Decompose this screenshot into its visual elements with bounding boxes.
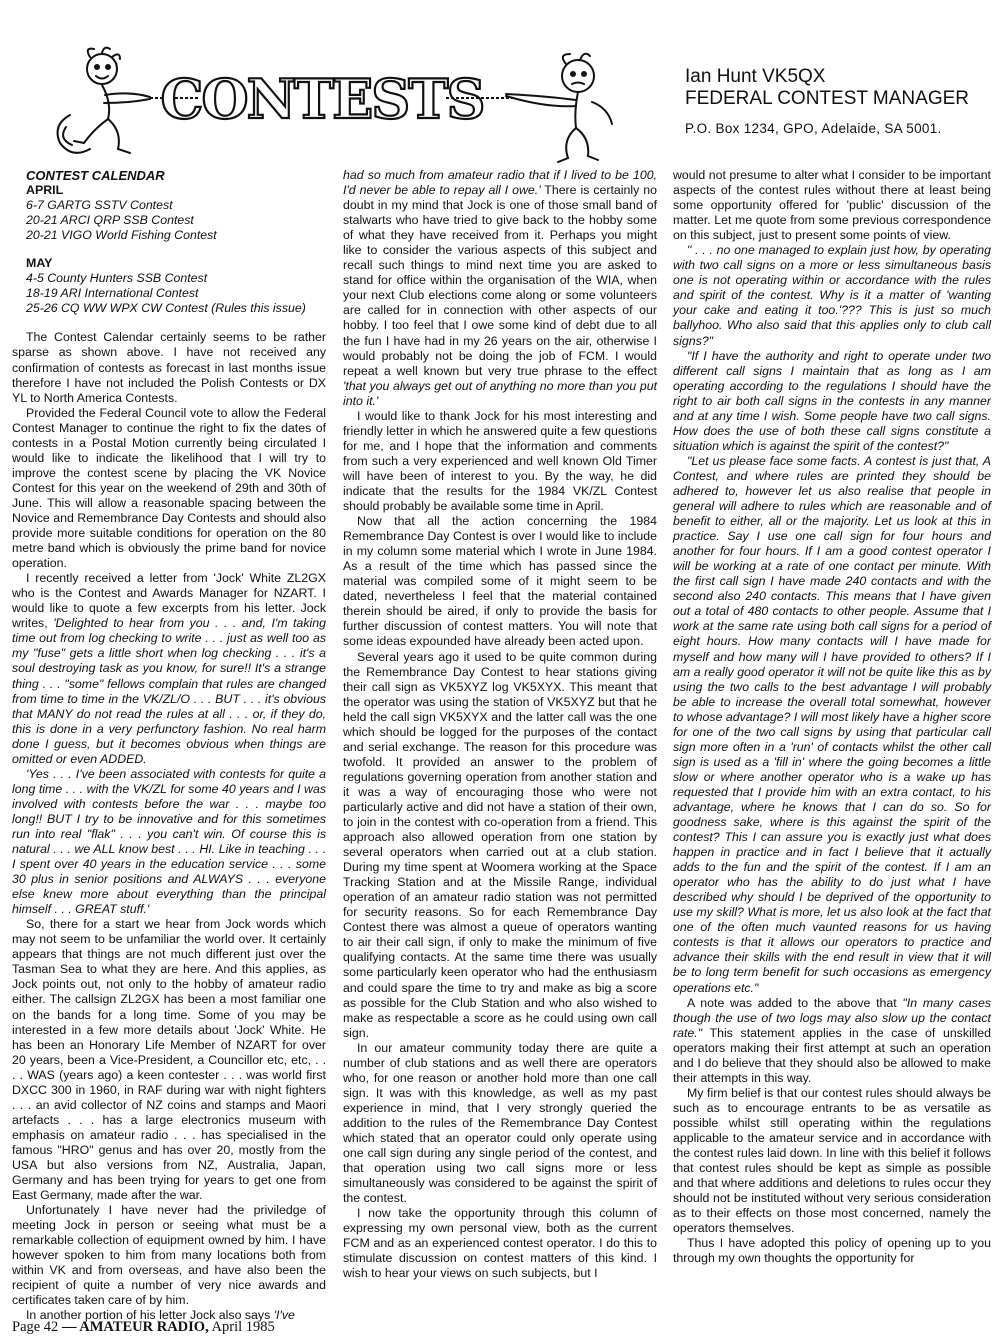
calendar-month-april: APRIL [26, 183, 64, 198]
page-number: Page 42 [12, 1319, 59, 1335]
body-text: There is certainly no doubt in my mind that Jock is one of those small band of stalwarts who have tried to give back to the hobby some of what they have received from it. Perhaps you might like to consider the various aspects of this subject and recall such things to mind next time you are asked to stand for office within the organisation of the WIA, when your next Club elections come along or some volunteers are called for in connection with other aspects of our hobby. I too feel that I owe some kind of debt due to all the fun I have had in my 26 years on the air, otherwise I would probably not be doing the job of FCM. I would repeat a well known but very true phrase to the effect [343, 183, 657, 378]
paragraph [673, 454, 991, 996]
column-2 [343, 168, 657, 1281]
column-3-text [673, 168, 991, 1266]
article-header [0, 0, 1000, 165]
byline [685, 66, 985, 136]
paragraph [343, 1206, 657, 1281]
body-text: Provided the Federal Council vote to allow the Federal Contest Manager to continue the right to fix the dates of contests in a Postal Motion currently being circulated I would like to indicate the likelihood that I will try to improve the contest scene by placing the VK Novice Contest for this year on the weekend of 29th and 30th of June. This will allow a reasonable spacing between the Novice and Remembrance Day Contests and should also provide more suitable conditions for operation on the 80 metre band which is obviously the prime band for novice operation. [12, 405, 326, 571]
quoted-text: 'Delighted to hear from you . . . and, I'm taking time out from log checking to write . . . just as well too as my "fuse" gets a little short when log checking . . . it's a soul destroying task as you know, for sure!! It's a strange thing . . . "some" fellows complain that rules are changed from time to time in the VK/ZL/O . . . BUT . . . it's obvious that MANY do not read the rules at all . . . or, if they do, this is done in a very perfunctory fashion. No real harm done I guess, but it becomes obvious when things are omitted or even ADDED. [12, 616, 326, 766]
quoted-text: 'Yes . . . I've been associated with contests for quite a long time . . . with the VK/ZL for some 40 years and I was involved with contests before the war . . . maybe too long!! BUT I try to be innovative and for this sometimes run into real "flak" . . . you can't win. Of course this is natural . . . we ALL know best . . . HI. Like in teaching . . . I spent over 40 years in the education service . . . some 30 plus in senior positions and ALWAYS . . . everyone else knew more about everything than the principal himself . . . GREAT stuff.' [12, 766, 326, 917]
column-2-text [343, 168, 657, 1281]
cartoon-man-pulling-rope-left [50, 45, 170, 165]
calendar-title: CONTEST CALENDAR [26, 168, 165, 183]
calendar-item: 18-19 ARI International Contest [26, 286, 199, 301]
column-3 [673, 168, 991, 1266]
body-text: My firm belief is that our contest rules should always be such as to encourage entrants to be as versatile as possible whilst still operating within the regulations applicable to the amateur service and in accordance with the contest rules laid down. In line with this belief it follows that contest rules should be kept as simple as possible and that where additions and deletions to rules occur they should not be instituted without very serious consideration as to their effects on those most concerned, namely the operators themselves. [673, 1085, 991, 1236]
author-name: Ian Hunt VK5QX [685, 66, 826, 87]
body-text: A note was added to the above that [687, 995, 903, 1010]
column-1 [12, 168, 326, 1324]
calendar-item: 25-26 CQ WW WPX CW Contest (Rules this issue) [26, 301, 306, 316]
calendar-month-may: MAY [26, 256, 53, 271]
quoted-text: "Let us please face some facts. A contest is just that, A Contest, and where rules are printed they should be adhered to, however let us also realise that people in general will adhere to rules which are reasonable and of benefit to either, all or the majority. Let us look at this in practice. Say I use one call sign for four hours and another for four hours. If I am a good contest operator I will be working at a rate of one contact per minute. With the first call sign I have made 240 contacts and with the second also 240 contacts. This means that I have given out a total of 480 contacts to other people. Assume that I work at the same rate using both call signs for a period of eight hours. How many contacts will I have made for myself and how many will I have provided to others? If I am a really good operator it will not be quite like this as by using the two calls to the best advantage I will probably be able to increase the overall total somewhat, however to whose advantage? I will most likely have a higher score for one of the two call signs by using that particular call sign more often in a 'run' of contacts whilst the other call sign is used as a 'fill in' where the going becomes a little slow or where another operator who is a wake up has requested that I provide him with an extra contact, to his advantage, where he knows that I can do so. So for goodness sake, where is this against the spirit of the contest? This I can assure you is exactly just what does happen in practice and in fact I believe that it actually adds to the fun and the spirit of the contest. If I am an operator who has the ability to do just what I have described why should I be deprived of the opportunity to use my skill? What is more, let us also look at the fact that one of the often much vaunted reasons for us having contests is that it allows our operators to practice and advance their skills with the end result in view that it will be to long term benefit for such occasions as emergency operations etc." [673, 453, 991, 995]
body-text: I would like to thank Jock for his most interesting and friendly letter in which he answered quite a few questions for me, and I hope that the information and comments from such a very experienced and well known Old Timer will have been of interest to you. By the way, he did indicate that the results for the 1984 VK/ZL Contest should probably be available some time in April. [343, 408, 657, 514]
paragraph [673, 243, 991, 348]
body-text: would not presume to alter what I consider to be important aspects of the contest rules without there at least being some opportunity offered for 'public' discussion of the matter. Let me quote from some previous correspondence on this subject, just to present some points of view. [673, 168, 991, 243]
body-text: The Contest Calendar certainly seems to be rather sparse as shown above. I have not received any confirmation of contests as forecast in last months issue therefore I have not included the Polish Contests or DX YL to North America Contests. [12, 330, 326, 405]
paragraph [673, 1236, 991, 1266]
body-text: In our amateur community today there are quite a number of club stations and as well there are operators who, for one reason or another hold more than one call sign. It was with this knowledge, as well as my past experience in mind, that I very strongly queried the addition to the rules of the Remembrance Day Contest which stated that an operator could only operate using one call sign during any single period of the contest, and that operation using two call signs more or less simultaneously was considered to be against the spirit of the contest. [343, 1040, 657, 1206]
paragraph [673, 1086, 991, 1236]
issue-date: April 1985 [211, 1319, 275, 1335]
body-text: This statement applies in the case of unskilled operators making their first attempt at such an operation and I do believe that they should also be allowed to make their attempts in this way. [673, 1025, 991, 1085]
quoted-text: had so much from amateur radio that if I lived to be 100, I'd never be able to repay all I owe.' [343, 168, 657, 198]
contests-title-text: CONTESTS [160, 67, 484, 131]
quoted-text: " . . . no one managed to explain just how, by operating with two call signs on a more or less simultaneous basis one is not operating within or accordance with the rules and spirit of the contest. Why is it a matter of 'wanting your cake and eating it too.'??? This is just so much ballyhoo. Who also said that this applies only to club call signs?" [673, 243, 991, 348]
body-text: Unfortunately I have never had the priviledge of meeting Jock in person or seeing what must be a remarkable collection of equipment owned by him. I have however spoken to him from many locations both from within VK and from overseas, and have also been the recipient of quite a number of very nice awards and certificates taken care of by him. [12, 1203, 326, 1308]
calendar-item: 20-21 VIGO World Fishing Contest [26, 228, 217, 243]
body-text: So, there for a start we hear from Jock words which may not seem to be unfamiliar the world over. It certainly appears that things are not much different just over the Tasman Sea to what they are here. And this applies, as Jock points out, not only to the hobby of amateur radio either. The callsign ZL2GX has been a most familiar one on the bands for a long time. Some of you may be interested in a few more details about 'Jock' White. He has been an Honorary Life Member of NZART for over 20 years, been a Vice-President, a Councillor etc, etc, . . . . WAS (years ago) a keen contester . . . was world first DXCC 300 in 1960, in RAF during war with night fighters . . . an avid collector of NZ coins and stamps and Maori artefacts . . . has a large electronics museum with emphasis on amateur radio . . . has specialised in the famous "HRO" genus and has over 20, mostly from the USA but also versions from NZ, Australia, Japan, Germany and has been trying for years to get one from East Germany, made after the war. [12, 917, 326, 1203]
quoted-text: 'that you always get out of anything no more than you put into it.' [343, 378, 657, 408]
paragraph [343, 409, 657, 514]
calendar-item: 20-21 ARCI QRP SSB Contest [26, 213, 194, 228]
body-text: Now that all the action concerning the 1984 Remembrance Day Contest is over I would like to include in my column some material which I wrote in June 1984. As a result of the time which has passed since the material was compiled some of it might seem to be dated, nevertheless I feel that the material contained therein should be aired, if only to provide the basis for further discussion of contest matters. You will note that some ideas expounded have already been acted upon. [343, 514, 657, 649]
paragraph [12, 330, 326, 405]
paragraph [673, 168, 991, 243]
paragraph [12, 767, 326, 917]
paragraph [673, 996, 991, 1086]
body-text: I now take the opportunity through this column of expressing my own personal view, both as the current FCM and as an experienced contest operator. I do this to stimulate discussion on contest matters of this kind. I wish to hear your views on such subjects, but I [343, 1206, 657, 1281]
contests-title-banner [160, 60, 484, 140]
paragraph [343, 168, 657, 409]
body-text: I recently received a letter from 'Jock' White ZL2GX who is the Contest and Awards Manager for NZART. I would like to quote a few excerpts from his letter. Jock writes, [12, 571, 326, 631]
paragraph [12, 571, 326, 767]
quoted-text: "In many cases though the use of two logs may also slow up the contact rate." [673, 995, 991, 1040]
calendar-item: 4-5 County Hunters SSB Contest [26, 271, 208, 286]
paragraph [343, 514, 657, 649]
quoted-text: "If I have the authority and right to operate under two different call signs I maintain that as long as I am operating according to the regulations I should have the right to air both call signs in the contests in any manner and at any time I wish. Some people have two call signs. How does the use of both these call signs constitute a situation which is against the spirit of the contest?" [673, 348, 991, 453]
magazine-name: AMATEUR RADIO, [79, 1319, 209, 1335]
cartoon-man-pulling-rope-right [500, 48, 640, 166]
body-text: In another portion of his letter Jock also says [26, 1308, 274, 1323]
body-text: Thus I have adopted this policy of opening up to you through my own thoughts the opportunity for [673, 1236, 991, 1266]
page-footer: Page 42 — AMATEUR RADIO, April 1985 [12, 1319, 275, 1335]
author-address: P.O. Box 1234, GPO, Adelaide, SA 5001. [685, 121, 942, 136]
paragraph [343, 1041, 657, 1207]
paragraph [12, 1203, 326, 1308]
paragraph [343, 650, 657, 1041]
calendar-item: 6-7 GARTG SSTV Contest [26, 198, 173, 213]
contest-calendar [12, 168, 326, 330]
column-1-text [12, 330, 326, 1323]
paragraph [673, 349, 991, 454]
paragraph [12, 917, 326, 1203]
quoted-text: 'I've [273, 1308, 295, 1323]
body-text: Several years ago it used to be quite common during the Remembrance Day Contest to hear stations giving their call sign as VK5XYZ log VK5XYX. This meant that the operator was using the station of VK5XYZ but that he held the call sign VK5XYX and the latter call was the one which should be logged for the purposes of the contact and serial exchange. The reason for this procedure was twofold. It provided an answer to the problem of regulations governing operation from another station and it was a way of encouraging those who were not particularly active and did not have a station of their own, to join in the contest with co-operation from a friend. This approach also allowed operation from one station by several operators when carried out at a club station. During my time spent at Woomera working at the Space Tracking Station and at the Missile Range, individual operation of an amateur radio station was not permitted for security reasons. So for each Remembrance Day Contest there was almost a queue of operators wanting to air their call sign, if only to make the minimum of five qualifying contacts. At the same time there was usually some particularly keen operator who had the enthusiasm and could spare the time to try and make as big a score as possible for the Club Station and who also wished to make as respectable a score as he could using own call sign. [343, 649, 657, 1040]
author-role: FEDERAL CONTEST MANAGER [685, 88, 969, 109]
paragraph [12, 406, 326, 572]
